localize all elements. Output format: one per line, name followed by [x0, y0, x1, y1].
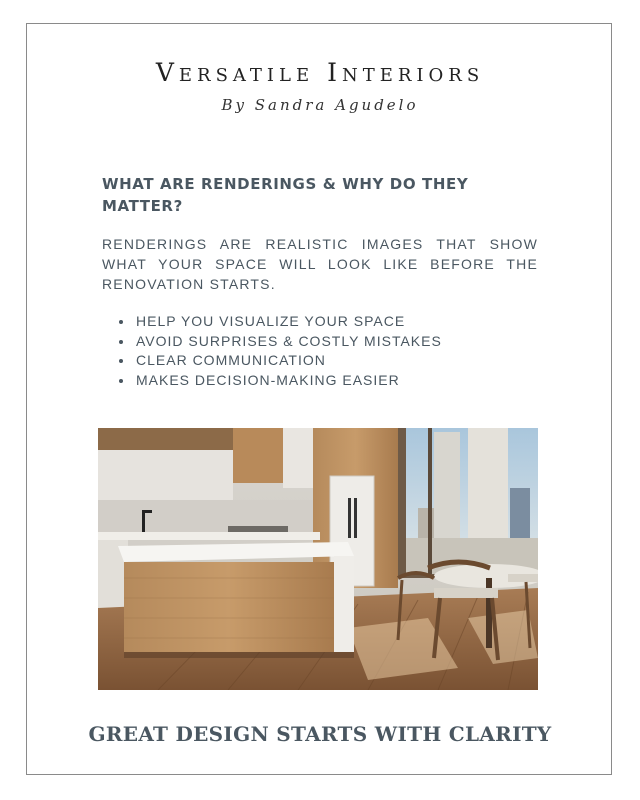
list-item: • AVOID SURPRISES & COSTLY MISTAKES: [134, 332, 442, 352]
brand-title: Versatile Interiors: [155, 58, 485, 87]
benefits-list: [114, 312, 442, 390]
list-item: • CLEAR COMMUNICATION: [134, 351, 442, 371]
kitchen-rendering-image: [98, 428, 538, 690]
brand-byline: By Sandra Agudelo: [221, 96, 419, 114]
list-item: • HELP YOU VISUALIZE YOUR SPACE: [134, 312, 442, 332]
footer-tagline: GREAT DESIGN STARTS WITH CLARITY: [88, 722, 552, 746]
intro-paragraph: RENDERINGS ARE REALISTIC IMAGES THAT SHOW WHAT YOUR SPACE WILL LOOK LIKE BEFORE THE RENOVATION STARTS.: [102, 236, 538, 292]
section-heading: WHAT ARE RENDERINGS & WHY DO THEY MATTER?: [102, 175, 469, 215]
list-item: • MAKES DECISION-MAKING EASIER: [134, 371, 442, 391]
